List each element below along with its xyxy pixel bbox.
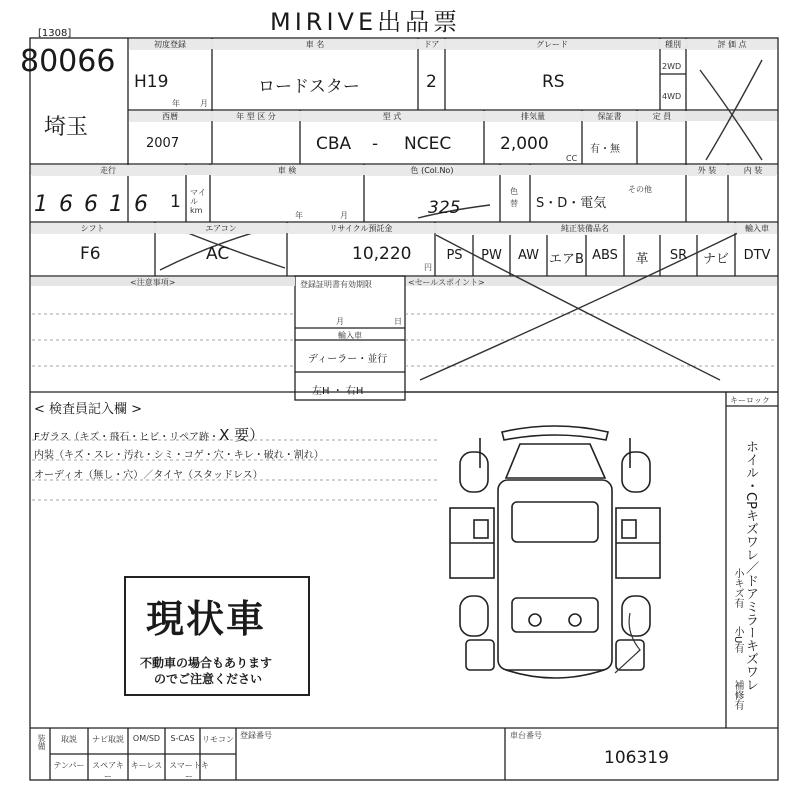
dealer-note: ディーラー・並行 xyxy=(308,354,388,365)
mileage-digit: 6 xyxy=(134,192,159,217)
car-name-value: ロードスター xyxy=(258,77,360,97)
handle-note: 左H ・ 右H xyxy=(312,386,364,397)
equip-dtv: DTV xyxy=(743,248,771,263)
expiry-month: 月 xyxy=(336,317,344,326)
side-note-sub2: 小U有 xyxy=(732,626,743,654)
lot-number: 80066 xyxy=(20,44,116,79)
inspector-line2: 内装（キズ・スレ・汚れ・シミ・コゲ・穴・キレ・破れ・割れ） xyxy=(34,450,324,461)
equip-ps: PS xyxy=(446,248,463,263)
equip-navi: ナビ xyxy=(702,252,729,267)
label-bottom-reg: 登録番号 xyxy=(240,731,272,740)
label-import: 輸入車 xyxy=(737,223,777,234)
year-value: 2007 xyxy=(146,136,180,151)
label-bottom-chassis: 車台番号 xyxy=(510,731,542,740)
doors-value: 2 xyxy=(426,72,437,92)
bottom-om-sd: OM/SD xyxy=(132,734,161,743)
label-inspection: 車 検 xyxy=(212,165,362,176)
label-interior: 内 装 xyxy=(730,165,776,176)
bottom-spare-key: スペアキー xyxy=(92,761,124,781)
mileage-digit: 1 xyxy=(34,192,59,217)
mileage-digit: 6 xyxy=(59,192,84,217)
equip-abs: ABS xyxy=(592,248,618,263)
stamp-line2: のでご注意ください xyxy=(154,672,263,686)
paint-sub: その他 xyxy=(628,185,652,194)
bottom-s-cas: S-CAS xyxy=(170,734,195,743)
bottom-navi-manual: ナビ取説 xyxy=(92,735,124,744)
inspector-line1 xyxy=(34,424,264,445)
first-reg-value: H19 xyxy=(134,72,169,92)
inspector-line3: オーディオ（無し・穴）／タイヤ（スタッドレス） xyxy=(34,470,263,481)
grade-value: RS xyxy=(542,72,565,92)
label-col-change: 色替 xyxy=(510,187,518,208)
inspector-line1-text: Fガラス（キズ・飛石・ヒビ・リペア跡・ xyxy=(34,432,220,443)
label-aircon: エアコン xyxy=(157,223,285,234)
label-recycle: リサイクル預託金 xyxy=(289,223,433,234)
unit-cc: CC xyxy=(566,154,578,163)
label-import-sub: 輸入車 xyxy=(338,331,362,340)
label-rating: 評 価 点 xyxy=(688,39,776,50)
paint-options: S・D・電気 xyxy=(536,196,607,211)
lot-region: 埼玉 xyxy=(44,115,89,140)
model-prefix: CBA xyxy=(316,134,352,154)
bottom-smart-key: スマートキー xyxy=(169,761,209,781)
inspector-line1-handwritten: X 要） xyxy=(219,426,265,444)
mileage-digits xyxy=(34,192,159,217)
lot-ref: [1308] xyxy=(38,28,72,39)
bottom-manual: 取説 xyxy=(61,735,77,744)
label-notes: <注意事項> xyxy=(130,278,176,287)
displacement-value: 2,000 xyxy=(500,134,549,154)
drive-2wd: 2WD xyxy=(662,62,682,71)
label-registration: 年 型 区 分 xyxy=(214,111,298,122)
bottom-keyless: キーレス xyxy=(130,761,163,770)
label-shift: シフト xyxy=(32,223,153,234)
shift-value: F6 xyxy=(80,244,101,264)
label-mileage: 走行 xyxy=(32,165,184,176)
form-title: MIRIVE出品票 xyxy=(270,8,462,36)
condition-stamp xyxy=(124,576,310,696)
drive-4wd: 4WD xyxy=(662,92,682,101)
side-note-sub1: 小キズ有 xyxy=(732,568,743,608)
label-reg-expiry: 登録証明書有効期限 xyxy=(300,280,372,289)
bottom-remote: リモコン xyxy=(202,735,234,744)
model-dash: - xyxy=(372,134,379,154)
unit-month: 月 xyxy=(200,99,208,108)
label-doors: ドア xyxy=(419,39,444,50)
equip-leather: 革 xyxy=(635,252,649,267)
inspector-header: < 検査員記入欄 > xyxy=(34,402,143,417)
stamp-line1: 不動車の場合もあります xyxy=(140,656,273,670)
label-model: 型 式 xyxy=(302,111,482,122)
unit-insp-year: 年 xyxy=(295,211,303,220)
chassis-number: 106319 xyxy=(604,748,669,768)
side-note-main: ホイル・CPキズワレ／ドアミラーキズワレ xyxy=(743,440,758,691)
label-warranty: 保証書 xyxy=(584,111,635,122)
label-displacement: 排気量 xyxy=(486,111,580,122)
unit-year: 年 xyxy=(172,99,180,108)
label-keylock: キーロック xyxy=(730,396,770,405)
label-grade: グレード xyxy=(446,39,658,50)
equip-sunroof: SR xyxy=(669,248,688,263)
equip-airbag: エアB xyxy=(549,252,584,267)
car-damage-diagram xyxy=(440,418,670,718)
recycle-value: 10,220 xyxy=(352,244,412,264)
label-year: 西暦 xyxy=(130,111,210,122)
mileage-unit-label: マイル km xyxy=(190,188,206,215)
mileage-unit-number: 1 xyxy=(170,192,181,212)
label-capacity: 定 員 xyxy=(639,111,685,122)
warranty-value: 有・無 xyxy=(590,144,620,155)
label-color: 色 (Col.No) xyxy=(366,165,498,176)
unit-insp-month: 月 xyxy=(340,211,348,220)
unit-yen: 円 xyxy=(424,263,432,272)
label-type: 種別 xyxy=(661,39,685,50)
bottom-temper: テンパー xyxy=(53,761,85,770)
label-first-reg: 初度登録 xyxy=(130,39,210,50)
expiry-day: 日 xyxy=(394,317,402,326)
stamp-title: 現状車 xyxy=(146,597,267,641)
color-value: 325 xyxy=(428,198,461,218)
equip-aw: AW xyxy=(517,248,540,263)
equip-pw: PW xyxy=(481,248,502,263)
label-car-name: 車 名 xyxy=(214,39,416,50)
bottom-left-title: 装備 xyxy=(37,734,46,750)
model-code: NCEC xyxy=(404,134,452,154)
label-sales: <セールスポイント> xyxy=(408,278,485,287)
mileage-digit: 6 xyxy=(84,192,109,217)
label-exterior: 外 装 xyxy=(688,165,726,176)
side-note-sub3: 補修有 xyxy=(732,680,743,710)
mileage-digit: 1 xyxy=(109,192,134,217)
aircon-value: AC xyxy=(206,244,230,264)
label-equipment: 純正装備品名 xyxy=(437,223,733,234)
